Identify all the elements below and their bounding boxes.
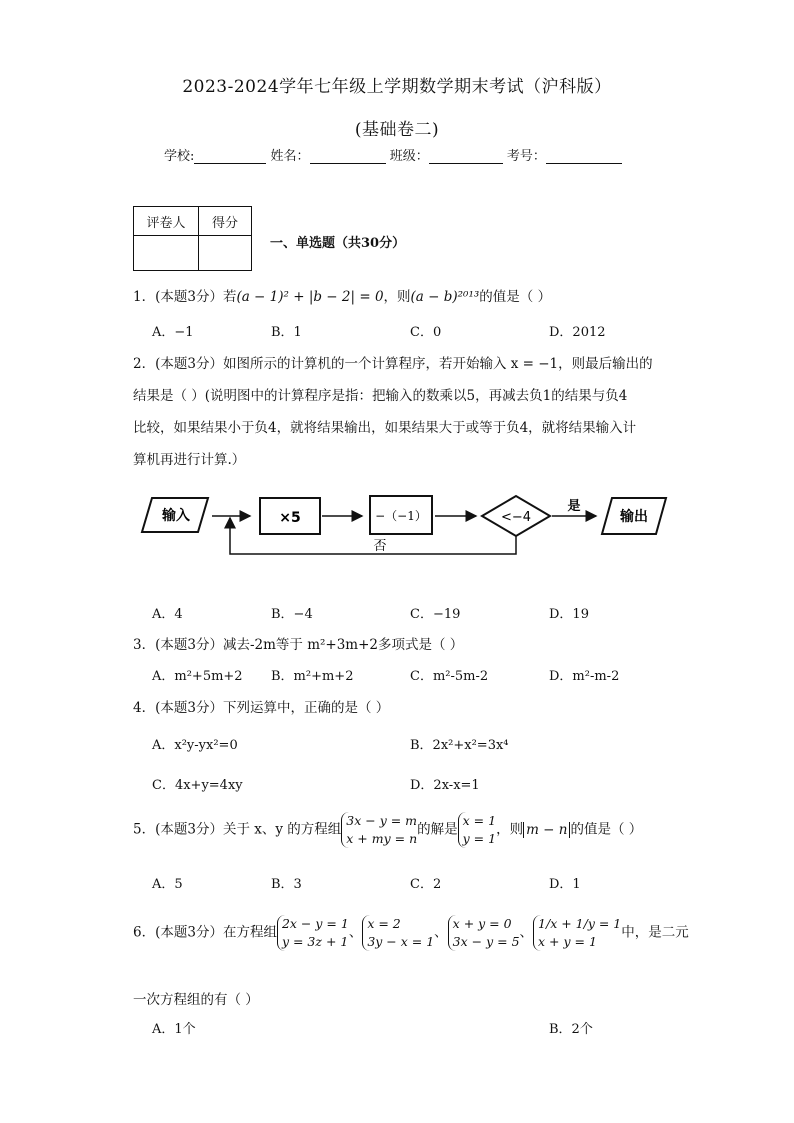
q5-prefix: 5．(本题3分）关于 x、y 的方程组 xyxy=(133,821,342,838)
q5-system-2: x = 1 y = 1 xyxy=(458,812,496,848)
q1-option-b[interactable]: B．1 xyxy=(271,325,302,340)
q1-option-a[interactable]: A．−1 xyxy=(152,325,194,340)
page-title: 2023-2024学年七年级上学期数学期末考试（沪科版） xyxy=(182,77,612,97)
score-table xyxy=(133,206,252,271)
q6-option-a[interactable]: A．1个 xyxy=(152,1022,196,1037)
section-title: 一、单选题（共30分） xyxy=(270,236,406,251)
school-blank[interactable] xyxy=(194,149,266,164)
q3-option-c[interactable]: C．m²-5m-2 xyxy=(410,669,489,684)
q4-option-b[interactable]: B．2x²+x²=3x⁴ xyxy=(410,738,509,753)
question-4: 4．(本题3分）下列运算中，正确的是（ ） xyxy=(133,700,390,716)
q4-option-c[interactable]: C．4x+y=4xy xyxy=(152,778,243,793)
student-info-row xyxy=(164,145,622,164)
q6-system-b: x = 2 3y − x = 1 xyxy=(362,915,434,951)
q5-option-b[interactable]: B．3 xyxy=(271,877,302,892)
class-label: 班级： xyxy=(389,149,429,164)
class-blank[interactable] xyxy=(429,149,503,164)
multiply-label: ×5 xyxy=(279,510,301,526)
exam-no-blank[interactable] xyxy=(546,149,622,164)
question-5 xyxy=(133,812,642,848)
q1-option-c[interactable]: C．0 xyxy=(410,325,442,340)
q6-option-b[interactable]: B．2个 xyxy=(549,1022,593,1037)
q6-system-a: 2x − y = 1 y = 3z + 1 xyxy=(277,915,349,951)
q5-system-1: 3x − y = m x + my = n xyxy=(341,812,417,848)
name-label: 姓名： xyxy=(270,149,310,164)
q1-expression-2: (a − b)²⁰¹³ xyxy=(410,289,480,305)
q5-option-c[interactable]: C．2 xyxy=(410,877,442,892)
q2-line-2: 结果是（ ）(说明图中的计算程序是指：把输入的数乘以5，再减去负1的结果与负4 xyxy=(133,388,628,404)
q1-option-d[interactable]: D．2012 xyxy=(549,325,606,340)
q5-abs-expression: m − n xyxy=(523,822,570,838)
q5-mid-2: ，则 xyxy=(496,821,524,838)
q6-line-2: 一次方程组的有（ ） xyxy=(133,992,259,1008)
question-3: 3．(本题3分）减去-2m等于 m²+3m+2多项式是（ ） xyxy=(133,637,464,653)
q2-option-a[interactable]: A．4 xyxy=(152,607,183,622)
q5-option-d[interactable]: D．1 xyxy=(549,877,581,892)
q6-prefix: 6．(本题3分）在方程组 xyxy=(133,924,277,941)
yes-label: 是 xyxy=(567,499,581,514)
score-header: 得分 xyxy=(199,207,252,236)
q1-expression: (a − 1)² + |b − 2| = 0 xyxy=(236,289,384,305)
q1-mid: ，则 xyxy=(383,289,411,305)
q6-suffix: 中，是二元 xyxy=(621,924,689,941)
subtract-label: −（−1） xyxy=(375,509,427,523)
q4-option-d[interactable]: D．2x-x=1 xyxy=(410,778,480,793)
q2-line-1: 2．(本题3分）如图所示的计算机的一个计算程序，若开始输入 x = −1，则最后输出的 xyxy=(133,356,653,372)
q2-option-d[interactable]: D．19 xyxy=(549,607,589,622)
q3-option-a[interactable]: A．m²+5m+2 xyxy=(152,669,243,684)
reviewer-cell xyxy=(134,236,199,271)
q6-system-d: 1/x + 1/y = 1 x + y = 1 xyxy=(533,915,621,951)
q2-option-b[interactable]: B．−4 xyxy=(271,607,313,622)
compare-label: <−4 xyxy=(500,510,532,525)
q3-option-b[interactable]: B．m²+m+2 xyxy=(271,669,354,684)
q1-prefix: 1．(本题3分）若 xyxy=(133,289,237,305)
name-blank[interactable] xyxy=(310,149,386,164)
exam-no-label: 考号： xyxy=(506,149,546,164)
q2-line-4: 算机再进行计算.） xyxy=(133,452,246,468)
score-cell xyxy=(199,236,252,271)
q2-option-c[interactable]: C．−19 xyxy=(410,607,461,622)
question-6: 6．(本题3分）在方程组2x − y = 1 y = 3z + 1、x = 2 3y − x = 1、x + y = 0 3x − y = 5、1/x + 1/y = 1 x + y = 1中，是二元 xyxy=(133,916,689,949)
q5-mid: 的解是 xyxy=(417,821,458,838)
school-label: 学校: xyxy=(164,149,195,164)
q5-option-a[interactable]: A．5 xyxy=(152,877,183,892)
q6-system-c: x + y = 0 3x − y = 5 xyxy=(448,915,520,951)
q3-option-d[interactable]: D．m²-m-2 xyxy=(549,669,620,684)
page-subtitle: (基础卷二) xyxy=(354,120,440,140)
question-1 xyxy=(133,285,551,305)
reviewer-header: 评卷人 xyxy=(134,207,199,236)
no-label: 否 xyxy=(373,539,387,554)
q2-line-3: 比较，如果结果小于负4，就将结果输出，如果结果大于或等于负4，就将结果输入计 xyxy=(133,420,637,436)
output-label: 输出 xyxy=(620,509,648,525)
flowchart xyxy=(140,488,680,568)
q4-option-a[interactable]: A．x²y-yx²=0 xyxy=(152,738,238,753)
q1-suffix: 的值是（ ） xyxy=(479,289,552,305)
input-label: 输入 xyxy=(162,508,190,524)
q5-suffix: 的值是（ ） xyxy=(570,821,643,838)
